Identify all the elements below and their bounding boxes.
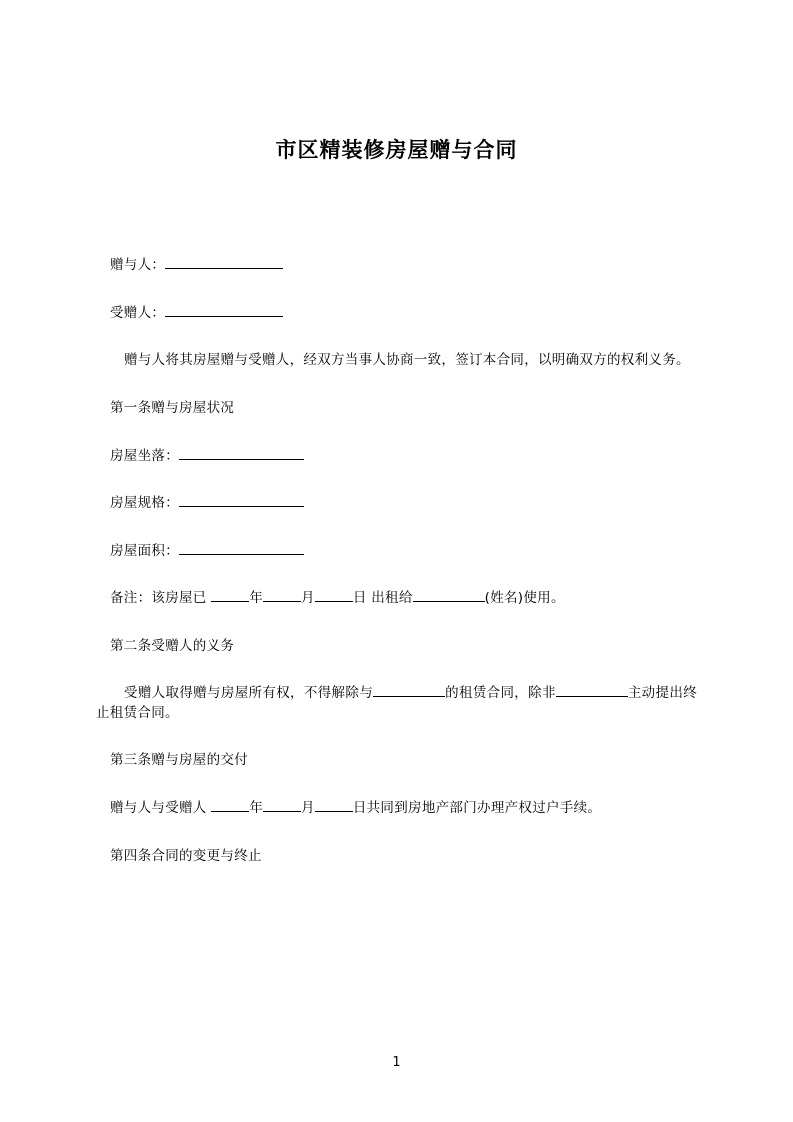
article-1-title: 第一条赠与房屋状况 bbox=[110, 399, 235, 416]
article-3-day-blank bbox=[315, 811, 353, 812]
article-3-title: 第三条赠与房屋的交付 bbox=[110, 752, 248, 769]
article-2-text-part1: 受赠人取得赠与房屋所有权，不得解除与 bbox=[124, 685, 374, 702]
page-number: 1 bbox=[392, 1055, 401, 1070]
remark-name-blank bbox=[413, 601, 485, 602]
remark-day-blank bbox=[315, 601, 353, 602]
article-2-text-part2: 的租赁合同，除非 bbox=[445, 685, 556, 702]
house-spec-line bbox=[96, 494, 697, 514]
article-3-suffix: 日共同到房地产部门办理产权过户手续。 bbox=[352, 800, 602, 817]
house-location-line bbox=[96, 447, 697, 467]
article-3-month-blank bbox=[263, 811, 301, 812]
remark-month-label: 月 bbox=[301, 590, 315, 607]
house-spec-blank bbox=[179, 506, 304, 507]
article-2-blank-1 bbox=[373, 696, 445, 697]
donor-line bbox=[96, 256, 697, 276]
article-3-prefix: 赠与人与受赠人 bbox=[110, 800, 212, 817]
page-title: 市区精装修房屋赠与合同 bbox=[275, 138, 518, 162]
house-location-label: 房屋坐落： bbox=[110, 447, 179, 464]
article-3-year-blank bbox=[211, 811, 249, 812]
article-2-text-part3: 主动提出终止租赁合同。 bbox=[96, 685, 697, 721]
donor-blank bbox=[165, 268, 283, 269]
donee-label: 受赠人： bbox=[110, 304, 166, 321]
remark-line bbox=[96, 589, 697, 609]
article-2-paragraph bbox=[96, 684, 697, 723]
article-3-paragraph bbox=[96, 799, 697, 819]
donee-line bbox=[96, 304, 697, 324]
article-2-title: 第二条受赠人的义务 bbox=[110, 637, 235, 654]
article-3-month-label: 月 bbox=[301, 800, 315, 817]
article-3-year-label: 年 bbox=[249, 800, 264, 817]
donor-label: 赠与人： bbox=[110, 257, 166, 274]
house-location-blank bbox=[179, 459, 304, 460]
article-4-title: 第四条合同的变更与终止 bbox=[110, 847, 262, 864]
donee-blank bbox=[165, 316, 283, 317]
remark-suffix: (姓名)使用。 bbox=[484, 590, 565, 607]
document-body bbox=[96, 256, 697, 866]
article-2-blank-2 bbox=[556, 696, 628, 697]
preamble-paragraph: 赠与人将其房屋赠与受赠人，经双方当事人协商一致，签订本合同，以明确双方的权利义务。 bbox=[124, 352, 690, 369]
house-area-line bbox=[96, 542, 697, 562]
house-area-blank bbox=[179, 554, 304, 555]
remark-month-blank bbox=[263, 601, 301, 602]
remark-prefix: 备注：该房屋已 bbox=[110, 590, 212, 607]
house-spec-label: 房屋规格： bbox=[110, 495, 179, 512]
remark-day-label: 日 出租给 bbox=[352, 590, 413, 607]
remark-year-label: 年 bbox=[249, 590, 264, 607]
remark-year-blank bbox=[211, 601, 249, 602]
house-area-label: 房屋面积： bbox=[110, 542, 179, 559]
